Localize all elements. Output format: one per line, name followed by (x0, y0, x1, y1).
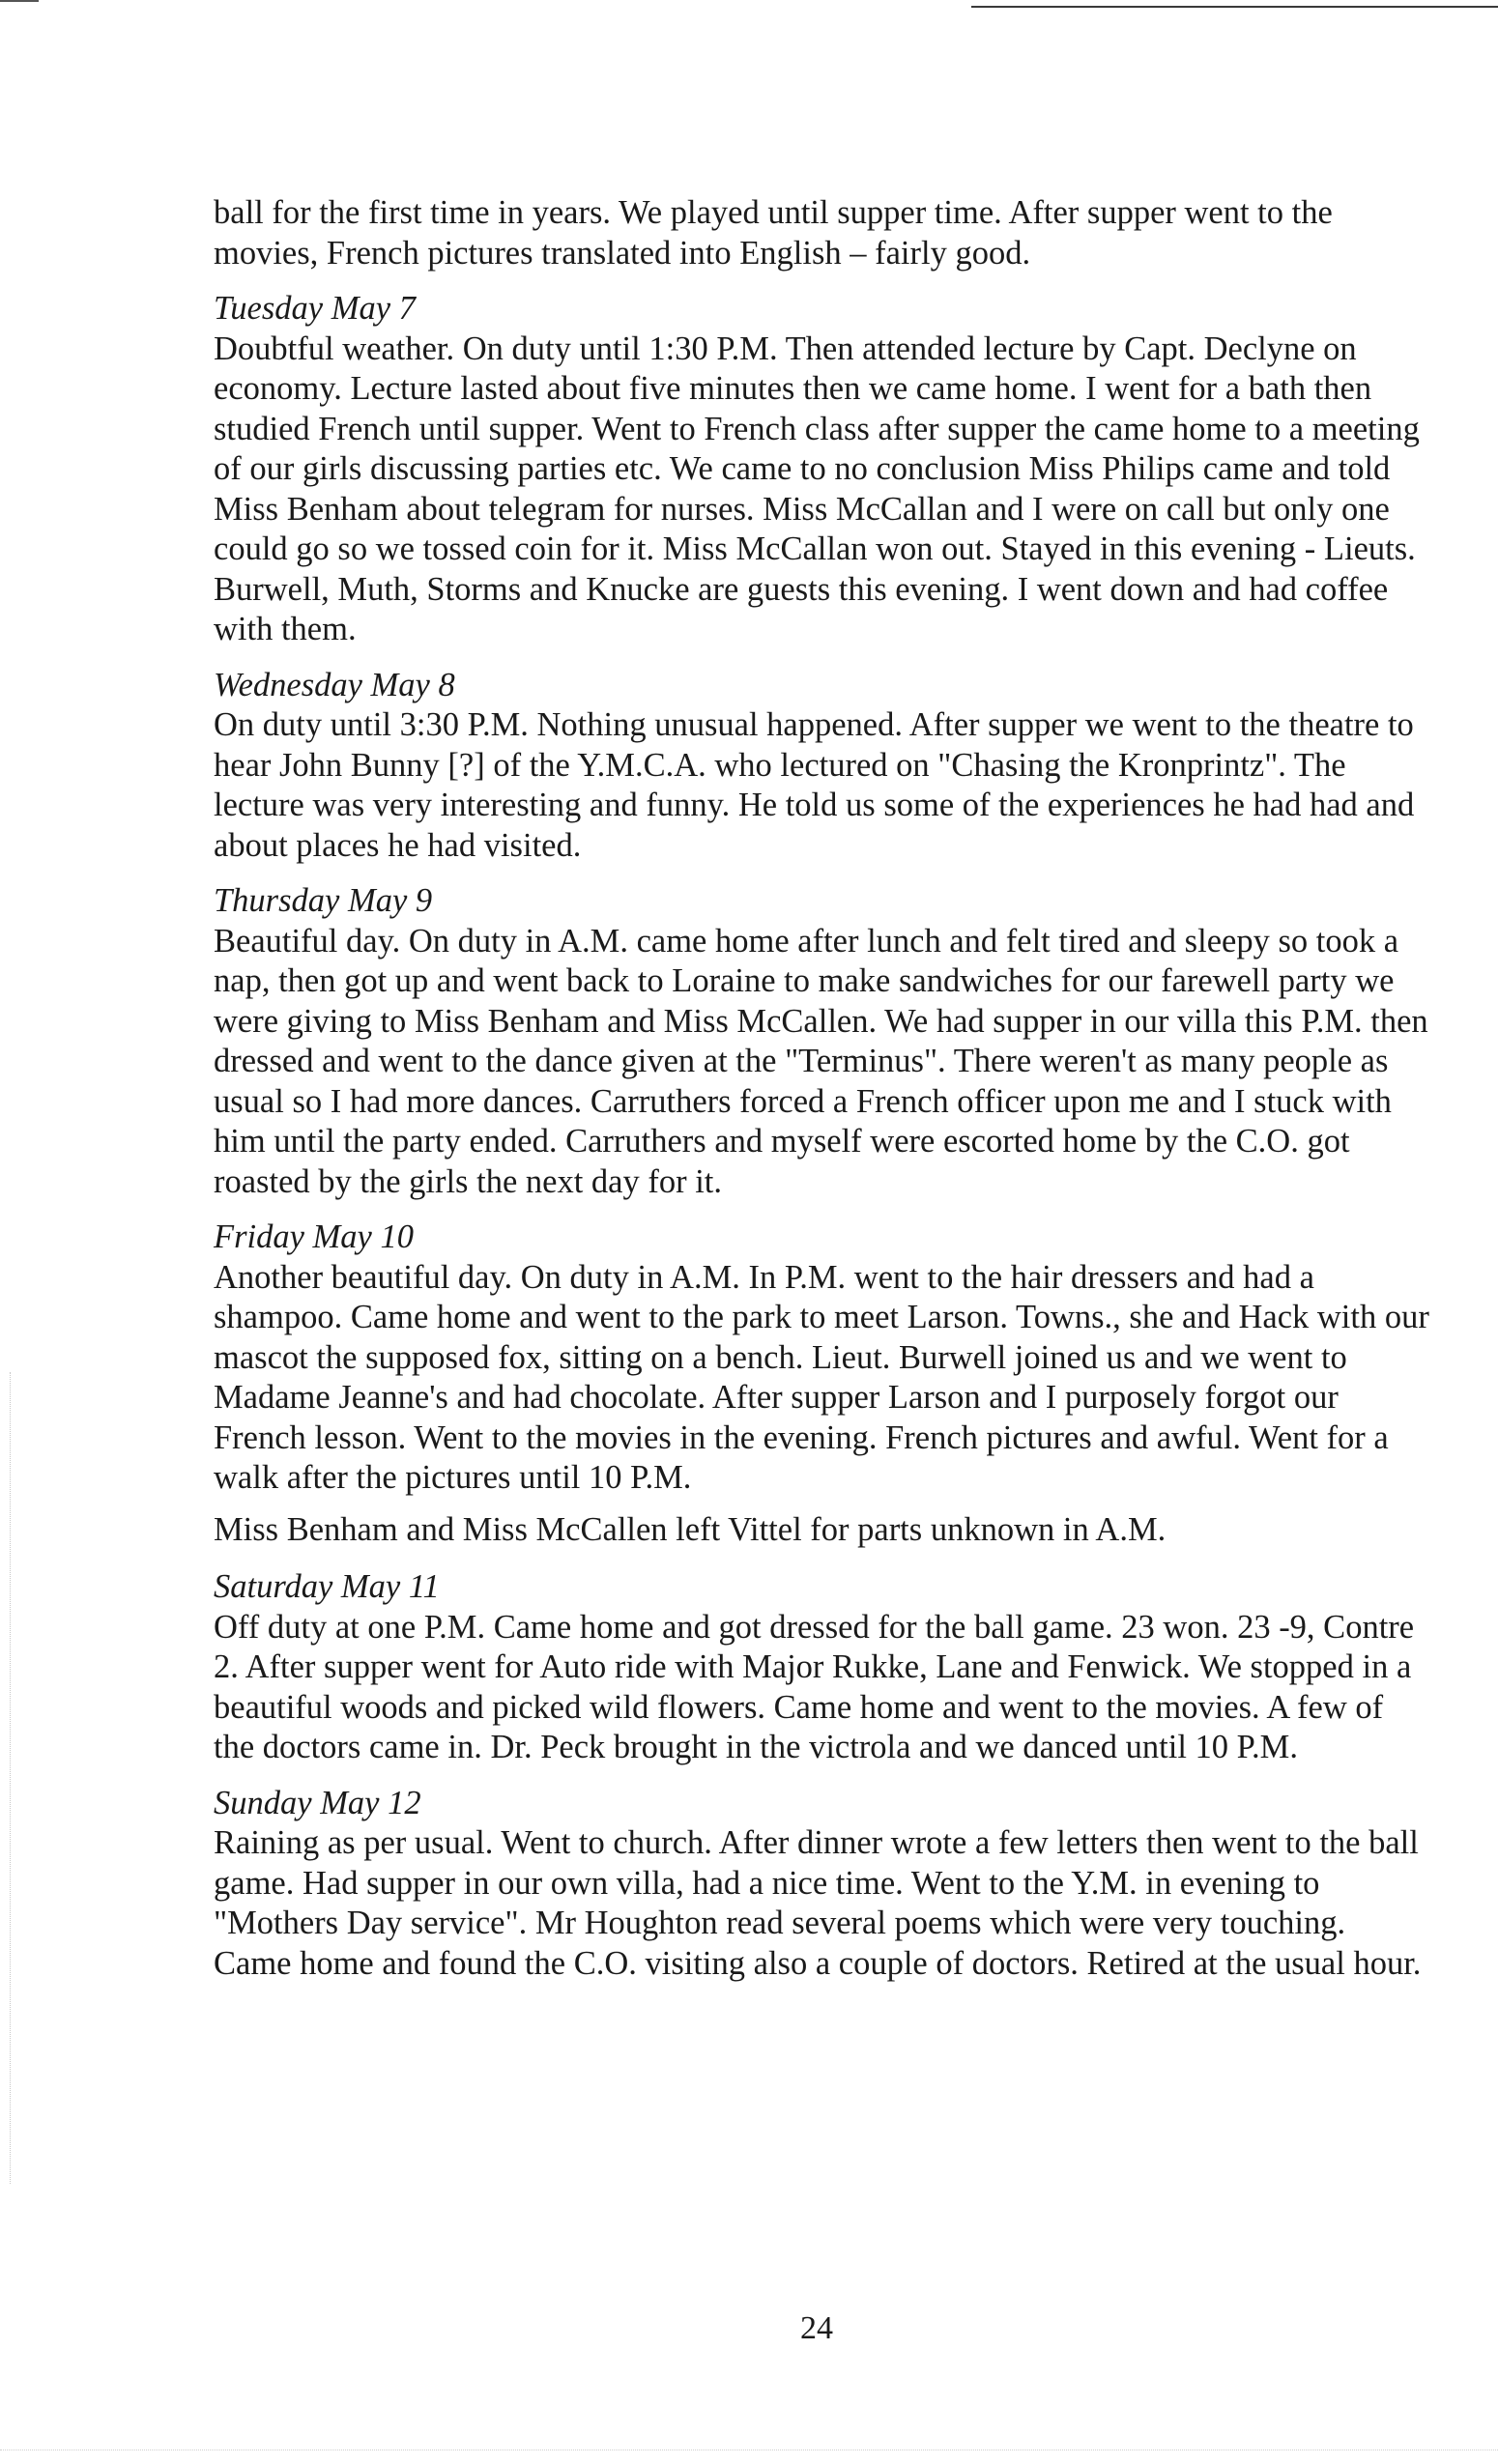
entry-text: Beautiful day. On duty in A.M. came home after lunch and felt tired and sleepy so took a nap, then got up and went back to Loraine to make sandwiches for our farewell party we were giving to Miss Benham and Miss McCallen. We had supper in our villa this P.M. then dressed and went to the dance given at the "Terminus". There weren't as many people as usual so I had more dances. Carruthers forced a French officer upon me and I stuck with him until the party ended. Carruthers and myself were escorted home by the C.O. got roasted by the girls the next day for it. (214, 922, 1428, 1200)
entry-text: Raining as per usual. Went to church. After dinner wrote a few letters then went to the ball game. Had supper in our own villa, had a nice time. Went to the Y.M. in evening to "Mothers Day service". Mr Houghton read several poems which were very touching. Came home and found the C.O. visiting also a couple of doctors. Retired at the usual hour. (214, 1824, 1422, 1982)
diary-entry-wednesday-may-8 (214, 660, 1429, 867)
entry-heading: Friday May 10 (214, 1218, 414, 1255)
entry-heading: Tuesday May 7 (214, 290, 416, 327)
diary-entry-sunday-may-12 (214, 1778, 1429, 1985)
entry-heading: Sunday May 12 (214, 1784, 421, 1821)
diary-entry-saturday-may-11 (214, 1561, 1429, 1768)
scan-left-edge (10, 1372, 11, 2184)
entry-text: Another beautiful day. On duty in A.M. In P.M. went to the hair dressers and had a shampoo. Came home and went to the park to meet Larson. Towns., she and Hack with our mascot the supposed fox, sitting on a bench. Lieut. Burwell joined us and we went to Madame Jeanne's and had chocolate. After supper Larson and I purposely forgot our French lesson. Went to the movies in the evening. French pictures and awful. Went for a walk after the pictures until 10 P.M. (214, 1258, 1429, 1496)
scan-corner-mark (0, 0, 39, 15)
diary-page-body (214, 193, 1429, 1993)
opening-paragraph: ball for the first time in years. We played until supper time. After supper went to the movies, French pictures translated into English – fairly good. (214, 194, 1333, 272)
page-number: 24 (800, 2310, 833, 2346)
entry-text: Doubtful weather. On duty until 1:30 P.M. Then attended lecture by Capt. Declyne on economy. Lecture lasted about five minutes then we came home. I went for a bath then studied French until supper. Went to French class after supper the came home to a meeting of our girls discussing parties etc. We came to no conclusion Miss Philips came and told Miss Benham about telegram for nurses. Miss McCallan and I were on call but only one could go so we tossed coin for it. Miss McCallan won out. Stayed in this evening - Lieuts. Burwell, Muth, Storms and Knucke are guests this evening. I went down and had coffee with them. (214, 329, 1420, 647)
entry-heading: Wednesday May 8 (214, 666, 455, 703)
entry-heading: Saturday May 11 (214, 1568, 440, 1605)
diary-entry-thursday-may-9 (214, 875, 1429, 1202)
standalone-note: Miss Benham and Miss McCallen left Vittel for parts unknown in A.M. (214, 1510, 1167, 1548)
diary-entry-tuesday-may-7 (214, 283, 1429, 650)
entry-text: On duty until 3:30 P.M. Nothing unusual happened. After supper we went to the theatre to hear John Bunny [?] of the Y.M.C.A. who lectured on "Chasing the Kronprintz". The lecture was very interesting and funny. He told us some of the experiences he had had and about places he had visited. (214, 706, 1415, 864)
diary-entry-friday-may-10 (214, 1212, 1429, 1499)
entry-heading: Thursday May 9 (214, 882, 433, 919)
scan-top-rule (971, 6, 1498, 8)
entry-text: Off duty at one P.M. Came home and got dressed for the ball game. 23 won. 23 -9, Contre 2. After supper went for Auto ride with Major Rukke, Lane and Fenwick. We stopped in a beautiful woods and picked wild flowers. Came home and went to the movies. A few of the doctors came in. Dr. Peck brought in the victrola and we danced until 10 P.M. (214, 1608, 1415, 1765)
